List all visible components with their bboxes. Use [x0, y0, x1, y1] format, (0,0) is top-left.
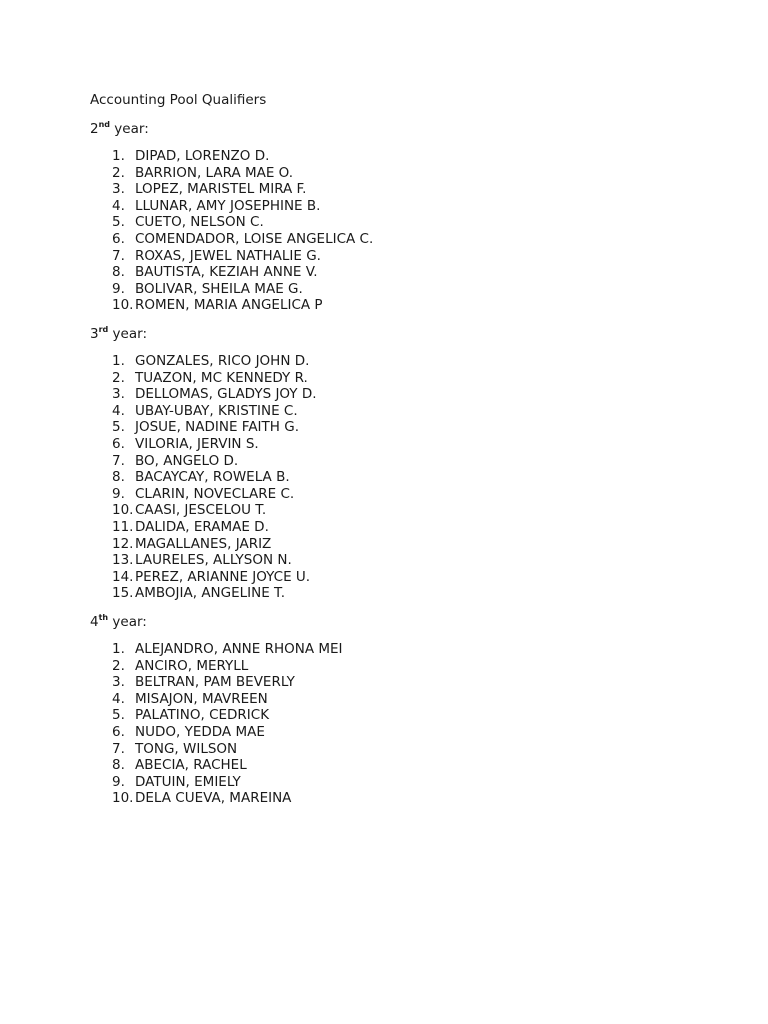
list-item — [112, 353, 317, 370]
list-item — [112, 469, 317, 486]
list-item-number: 14. — [112, 568, 134, 585]
list-item — [112, 281, 373, 298]
list-item — [112, 198, 373, 215]
list-item — [112, 386, 317, 403]
qualifier-name: BELTRAN, PAM BEVERLY — [135, 674, 295, 691]
qualifier-name: TONG, WILSON — [135, 740, 238, 757]
qualifier-name: AMBOJIA, ANGELINE T. — [135, 585, 285, 602]
year-number: 2 — [90, 121, 99, 137]
document-title: Accounting Pool Qualifiers — [90, 92, 267, 108]
list-item — [112, 264, 373, 281]
qualifier-name: BARRION, LARA MAE O. — [135, 164, 294, 181]
list-item-number: 15. — [112, 585, 134, 602]
list-item-number: 3. — [112, 674, 125, 691]
list-item-number: 10. — [112, 790, 134, 807]
qualifier-name: TUAZON, MC KENNEDY R. — [135, 369, 308, 386]
list-item-number: 1. — [112, 353, 125, 369]
list-item-number: 5. — [112, 707, 125, 724]
list-item — [112, 536, 317, 553]
qualifier-name: CUETO, NELSON C. — [135, 214, 264, 231]
list-item — [112, 585, 317, 602]
list-item — [112, 707, 343, 724]
qualifier-name: DELA CUEVA, MAREINA — [135, 790, 292, 807]
year-number: 3 — [90, 326, 99, 342]
qualifier-name: DIPAD, LORENZO D. — [135, 148, 270, 164]
qualifier-name: DELLOMAS, GLADYS JOY D. — [135, 386, 317, 403]
list-item — [112, 519, 317, 536]
qualifier-name: LOPEZ, MARISTEL MIRA F. — [135, 181, 307, 198]
list-item-number: 10. — [112, 297, 134, 314]
list-item-number: 1. — [112, 641, 125, 657]
list-item-number: 9. — [112, 773, 125, 790]
list-item — [112, 370, 317, 387]
qualifier-name: DALIDA, ERAMAE D. — [135, 518, 269, 535]
qualifier-name: JOSUE, NADINE FAITH G. — [135, 419, 299, 436]
list-item — [112, 403, 317, 420]
qualifier-name: LAURELES, ALLYSON N. — [135, 552, 292, 569]
list-item — [112, 453, 317, 470]
year-suffix: rd — [98, 324, 109, 334]
qualifier-name: ALEJANDRO, ANNE RHONA MEI — [135, 641, 343, 657]
year-number: 4 — [90, 614, 99, 630]
qualifier-name: PALATINO, CEDRICK — [135, 707, 270, 724]
qualifier-list — [112, 148, 373, 314]
list-item — [112, 552, 317, 569]
qualifier-name: MISAJON, MAVREEN — [135, 690, 268, 707]
qualifier-name: ROMEN, MARIA ANGELICA P — [135, 297, 323, 314]
list-item-number: 10. — [112, 502, 134, 519]
qualifier-name: COMENDADOR, LOISE ANGELICA C. — [135, 230, 374, 247]
list-item-number: 8. — [112, 264, 125, 281]
list-item — [112, 231, 373, 248]
list-item — [112, 741, 343, 758]
year-suffix: nd — [98, 119, 111, 129]
year-word: year: — [108, 326, 147, 342]
list-item-number: 5. — [112, 419, 125, 436]
list-item-number: 2. — [112, 164, 125, 181]
qualifier-name: MAGALLANES, JARIZ — [135, 535, 272, 552]
year-heading — [90, 613, 147, 631]
section-2nd-year — [90, 119, 374, 314]
list-item — [112, 790, 343, 807]
year-word: year: — [110, 121, 149, 137]
list-item-number: 4. — [112, 197, 125, 214]
list-item — [112, 297, 373, 314]
list-item — [112, 148, 373, 165]
qualifier-list — [112, 353, 317, 602]
year-word: year: — [108, 614, 147, 630]
list-item — [112, 502, 317, 519]
list-item — [112, 436, 317, 453]
section-3rd-year — [90, 324, 317, 602]
qualifier-name: BAUTISTA, KEZIAH ANNE V. — [135, 264, 318, 281]
list-item — [112, 419, 317, 436]
list-item — [112, 724, 343, 741]
qualifier-name: GONZALES, RICO JOHN D. — [135, 353, 310, 369]
list-item-number: 13. — [112, 552, 134, 569]
list-item-number: 1. — [112, 148, 125, 164]
list-item-number: 6. — [112, 435, 125, 452]
list-item-number: 8. — [112, 469, 125, 486]
list-item — [112, 691, 343, 708]
year-suffix: th — [98, 612, 109, 622]
list-item — [112, 569, 317, 586]
qualifier-name: ABECIA, RACHEL — [135, 757, 247, 774]
list-item-number: 6. — [112, 230, 125, 247]
list-item-number: 2. — [112, 657, 125, 674]
qualifier-name: NUDO, YEDDA MAE — [135, 723, 265, 740]
qualifier-name: BO, ANGELO D. — [135, 452, 239, 469]
qualifier-name: CLARIN, NOVECLARE C. — [135, 485, 295, 502]
list-item — [112, 658, 343, 675]
list-item — [112, 641, 343, 658]
section-4th-year — [90, 612, 343, 807]
list-item-number: 7. — [112, 452, 125, 469]
list-item — [112, 486, 317, 503]
qualifier-name: LLUNAR, AMY JOSEPHINE B. — [135, 197, 321, 214]
list-item-number: 2. — [112, 369, 125, 386]
qualifier-name: BOLIVAR, SHEILA MAE G. — [135, 280, 303, 297]
list-item-number: 8. — [112, 757, 125, 774]
year-heading — [90, 325, 147, 343]
qualifier-name: VILORIA, JERVIN S. — [135, 435, 259, 452]
list-item — [112, 248, 373, 265]
list-item — [112, 674, 343, 691]
list-item-number: 3. — [112, 181, 125, 198]
list-item-number: 9. — [112, 485, 125, 502]
list-item-number: 3. — [112, 386, 125, 403]
qualifier-name: CAASI, JESCELOU T. — [135, 502, 267, 519]
list-item-number: 5. — [112, 214, 125, 231]
list-item — [112, 757, 343, 774]
qualifier-list — [112, 641, 343, 807]
list-item-number: 6. — [112, 723, 125, 740]
list-item — [112, 165, 373, 182]
qualifier-name: ROXAS, JEWEL NATHALIE G. — [135, 247, 321, 264]
list-item — [112, 181, 373, 198]
list-item — [112, 774, 343, 791]
qualifier-name: PEREZ, ARIANNE JOYCE U. — [135, 568, 311, 585]
qualifier-name: BACAYCAY, ROWELA B. — [135, 469, 290, 486]
list-item-number: 12. — [112, 535, 134, 552]
list-item-number: 4. — [112, 402, 125, 419]
qualifier-name: UBAY-UBAY, KRISTINE C. — [135, 402, 298, 419]
list-item-number: 4. — [112, 690, 125, 707]
list-item-number: 7. — [112, 247, 125, 264]
list-item-number: 11. — [112, 518, 134, 535]
list-item — [112, 214, 373, 231]
qualifier-name: DATUIN, EMIELY — [135, 773, 241, 790]
list-item-number: 9. — [112, 280, 125, 297]
year-heading — [90, 120, 149, 138]
qualifier-name: ANCIRO, MERYLL — [135, 657, 249, 674]
list-item-number: 7. — [112, 740, 125, 757]
